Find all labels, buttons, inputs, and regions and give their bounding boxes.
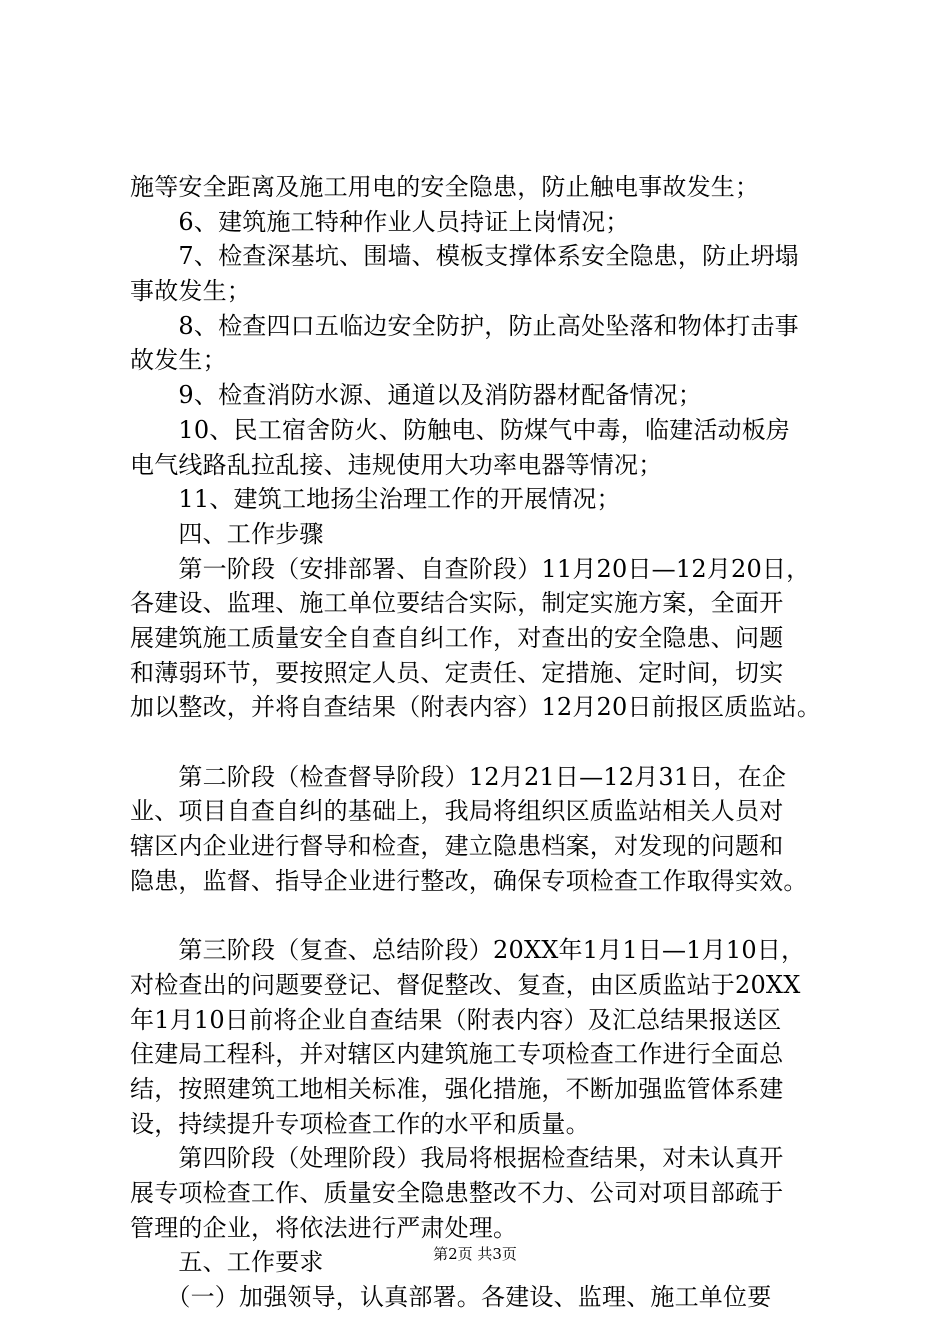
- text-line: 施等安全距离及施工用电的安全隐患，防止触电事故发生；: [130, 173, 760, 201]
- text-line: 结，按照建筑工地相关标准，强化措施，不断加强监管体系建: [130, 1074, 784, 1103]
- document-body: [130, 170, 840, 1315]
- text-line: 第三阶段（复查、总结阶段）20XX年1月1日—1月10日，: [130, 936, 806, 965]
- text-line: 故发生；: [130, 346, 227, 375]
- text-line: 四、工作步骤: [130, 519, 324, 548]
- blank-line: [130, 725, 840, 760]
- text-line: 五、工作要求: [130, 1248, 324, 1277]
- text-line: 电气线路乱拉乱接、违规使用大功率电器等情况；: [130, 450, 663, 479]
- text-line: 展建筑施工质量安全自查自纠工作，对查出的安全隐患、问题: [130, 623, 784, 652]
- text-line: 和薄弱环节，要按照定人员、定责任、定措施、定时间，切实: [130, 658, 784, 687]
- text-line: 第四阶段（处理阶段）我局将根据检查结果，对未认真开: [130, 1144, 784, 1173]
- text-line: 各建设、监理、施工单位要结合实际，制定实施方案，全面开: [130, 589, 784, 618]
- text-line: 加以整改，并将自查结果（附表内容）12月20日前报区质监站。: [130, 693, 822, 722]
- text-line: 事故发生；: [130, 277, 251, 306]
- text-line: 年1月10日前将企业自查结果（附表内容）及汇总结果报送区: [130, 1005, 782, 1034]
- text-line: 11、建筑工地扬尘治理工作的开展情况；: [130, 485, 621, 514]
- text-line: 第二阶段（检查督导阶段）12月21日—12月31日，在企: [130, 762, 787, 791]
- text-line: 9、检查消防水源、通道以及消防器材配备情况；: [130, 381, 703, 410]
- text-line: 业、项目自查自纠的基础上，我局将组织区质监站相关人员对: [130, 797, 784, 826]
- text-line: 隐患，监督、指导企业进行整改，确保专项检查工作取得实效。: [130, 866, 808, 895]
- text-line: 管理的企业，将依法进行严肃处理。: [130, 1213, 518, 1242]
- blank-line: [130, 898, 840, 933]
- text-line: 7、检查深基坑、围墙、模板支撑体系安全隐患，防止坍塌: [130, 242, 799, 271]
- text-line: 10、民工宿舍防火、防触电、防煤气中毒，临建活动板房: [130, 415, 791, 444]
- text-line: 6、建筑施工特种作业人员持证上岗情况；: [130, 207, 630, 236]
- text-line: 辖区内企业进行督导和检查，建立隐患档案，对发现的问题和: [130, 832, 784, 861]
- text-line: 8、检查四口五临边安全防护，防止高处坠落和物体打击事: [130, 311, 799, 340]
- text-line: 设，持续提升专项检查工作的水平和质量。: [130, 1109, 590, 1138]
- text-line: 对检查出的问题要登记、督促整改、复查，由区质监站于20XX: [130, 970, 801, 999]
- text-line: 第一阶段（安排部署、自查阶段）11月20日—12月20日，: [130, 554, 811, 583]
- text-line: 展专项检查工作、质量安全隐患整改不力、公司对项目部疏于: [130, 1178, 784, 1207]
- text-line: 住建局工程科，并对辖区内建筑施工专项检查工作进行全面总: [130, 1040, 784, 1069]
- page-footer: 第2页 共3页: [433, 1245, 517, 1263]
- text-line: （一）加强领导，认真部署。各建设、监理、施工单位要: [130, 1283, 772, 1311]
